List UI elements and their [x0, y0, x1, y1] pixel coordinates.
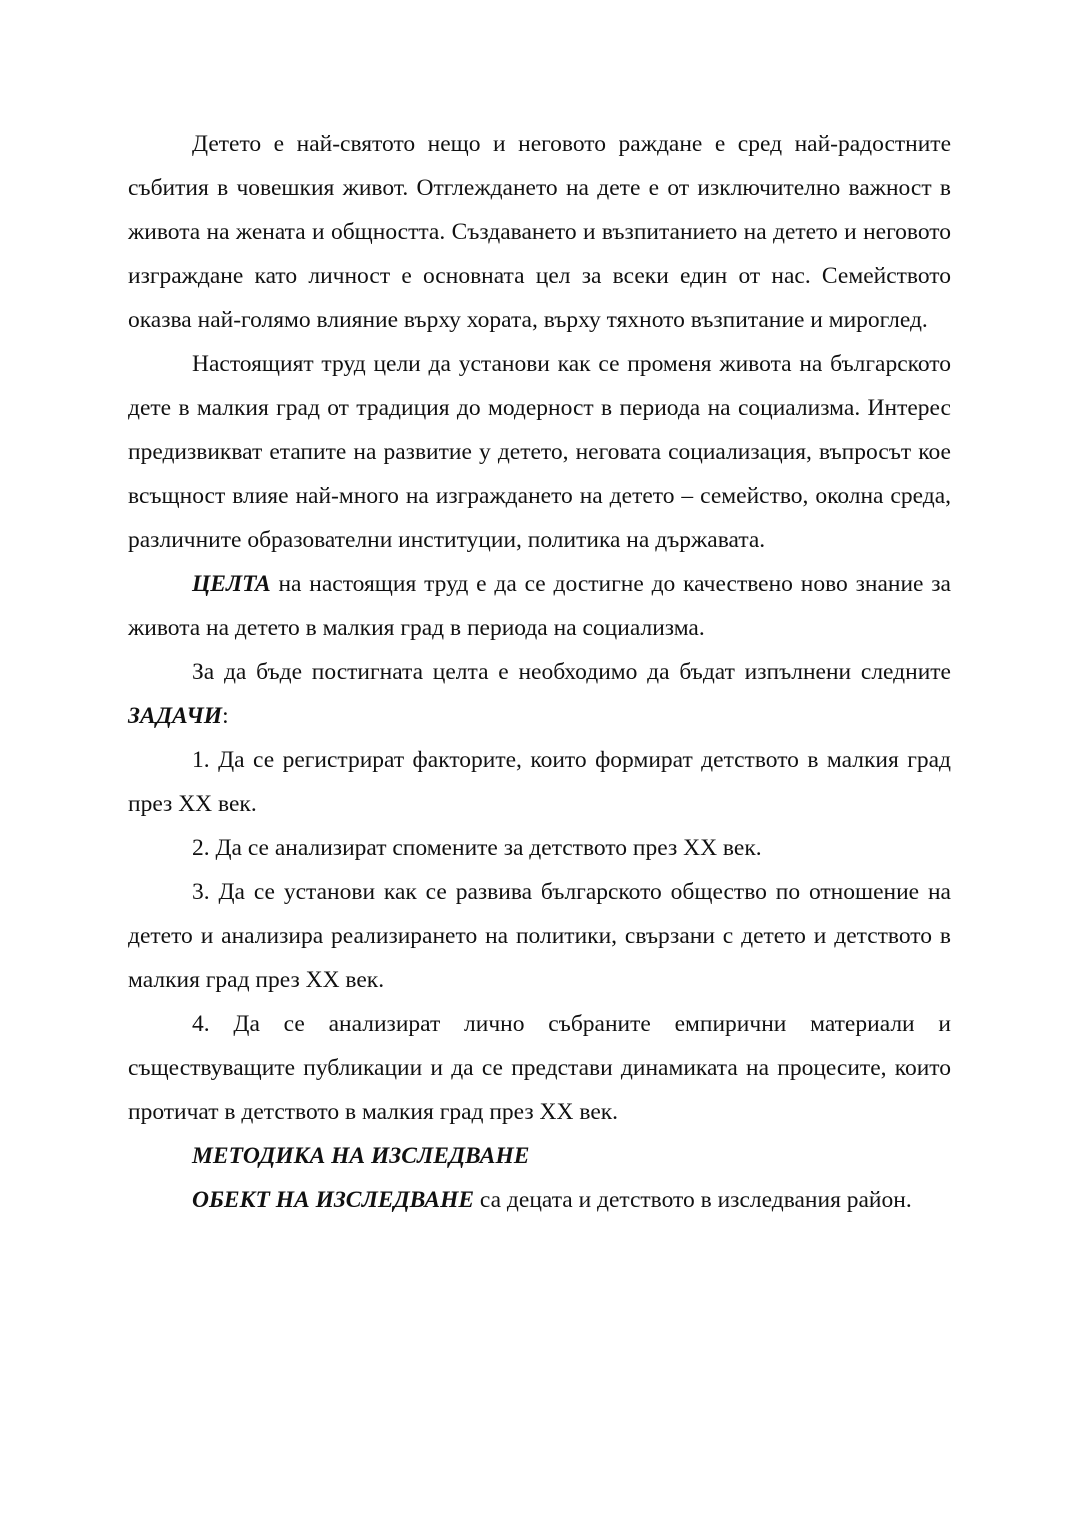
task-item-4: 4. Да се анализират лично събраните емпирични материали и съществуващите публикации и да се представи динамиката на процесите, които протичат в детството в малкия град през XX век.	[128, 1011, 951, 1125]
object-label: ОБЕКТ НА ИЗСЛЕДВАНЕ	[192, 1187, 475, 1213]
purpose-paragraph: Настоящият труд цели да установи как се променя живота на българското дете в малкия град от традиция до модерност в периода на социализма. Интерес предизвикват етапите на развитие у детето, неговата социализация, въпросът кое всъщност влияе най-много на изграждането на детето – семейство, околна среда, различните образователни институции, политика на държавата.	[128, 351, 951, 553]
object-paragraph	[128, 1178, 951, 1222]
goal-paragraph	[128, 562, 951, 650]
task-item-1: 1. Да се регистрират факторите, които формират детството в малкия град през XX век.	[128, 747, 951, 817]
goal-label: ЦЕЛТА	[192, 571, 271, 597]
tasks-label: ЗАДАЧИ	[128, 703, 223, 729]
tasks-intro-paragraph	[128, 650, 951, 738]
methodology-heading-text: МЕТОДИКА НА ИЗСЛЕДВАНЕ	[192, 1143, 530, 1169]
object-text: са децата и детството в изследвания район.	[474, 1187, 912, 1213]
intro-paragraph: Детето е най-святото нещо и неговото раждане е сред най-радостните събития в човешкия живот. Отглеждането на дете е от изключително важност в живота на жената и общността. Създаването и възпитанието на детето и неговото изграждане като личност е основната цел за всеки един от нас. Семейството оказва най-голямо влияние върху хората, върху тяхното възпитание и мироглед.	[128, 131, 951, 333]
tasks-intro-text: За да бъде постигната целта е необходимо да бъдат изпълнени следните	[192, 659, 951, 685]
methodology-heading	[128, 1134, 951, 1178]
tasks-colon: :	[222, 703, 229, 729]
task-item-3: 3. Да се установи как се развива българското общество по отношение на детето и анализира реализирането на политики, свързани с детето и детството в малкия град през XX век.	[128, 879, 951, 993]
task-item-2: 2. Да се анализират спомените за детството през XX век.	[192, 835, 762, 861]
goal-text: на настоящия труд е да се достигне до качествено ново знание за живота на детето в малкия град в периода на социализма.	[128, 571, 951, 641]
document-page	[128, 122, 951, 1222]
